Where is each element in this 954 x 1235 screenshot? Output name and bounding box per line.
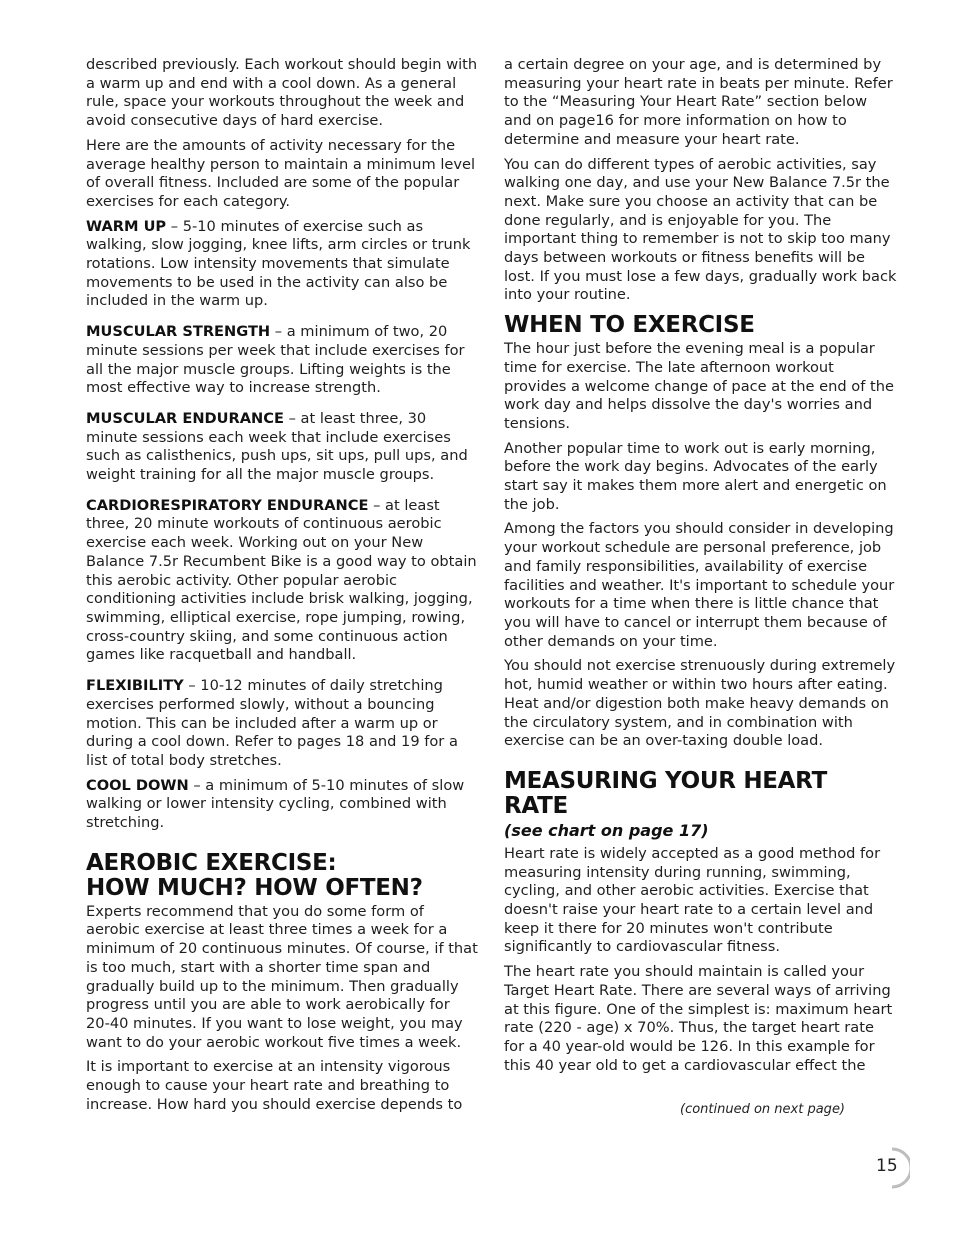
page-number: 15 (876, 1156, 898, 1176)
paragraph: It is important to exercise at an intensity vigorous enough to cause your heart rate and breathing to increase. How hard you should exercise depends to (86, 1058, 463, 1113)
cool-down-label: COOL DOWN (86, 776, 189, 794)
paragraph: Experts recommend that you do some form of aerobic exercise at least three times a week for a minimum of 20 continuous minutes. Of course, if that is too much, start with a shorter time span and gradually build up to the minimum. Then gradually progress until you are able to work aerobically for 20-40 minutes. If you want to lose weight, you may want to do your aerobic workout five times a week. (86, 902, 478, 1051)
warm-up-text: – 5-10 minutes of exercise such as walking, slow jogging, knee lifts, arm circles or trunk rotations. Low intensity movements that simulate movements to be used in the activity can also be included in the warm up. (86, 217, 471, 310)
cardio-text: – at least three, 20 minute workouts of continuous aerobic exercise each week. Working out on your New Balance 7.5r Recumbent Bike is a good way to obtain this aerobic activity. Other popular aerobic conditioning activities include brisk walking, jogging, swimming, elliptical exercise, rope jumping, rowing, cross-country skiing, and some continuous action games like racquetball and handball. (86, 496, 477, 664)
paragraph: Another popular time to work out is early morning, before the work day begins. Advocates of the early start say it makes them more alert and energetic on the job. (504, 439, 887, 513)
muscular-endurance-text: – at least three, 30 minute sessions each week that include exercises such as calisthenics, push ups, sit ups, pull ups, and weight training for all the major muscle groups. (86, 409, 468, 484)
cool-down-paragraph (86, 777, 478, 833)
aerobic-heading (86, 851, 478, 901)
paragraph: You should not exercise strenuously during extremely hot, humid weather or within two hours after eating. Heat and/or digestion both make heavy demands on the circulatory system, and in combination with exercise can be an over-taxing double load. (504, 657, 896, 750)
when-to-exercise-heading: WHEN TO EXERCISE (504, 312, 755, 339)
muscular-strength-paragraph (86, 323, 478, 398)
cardio-paragraph (86, 497, 478, 665)
muscular-strength-label: MUSCULAR STRENGTH (86, 323, 271, 341)
warm-up-paragraph (86, 218, 478, 312)
paragraph: a certain degree on your age, and is determined by measuring your heart rate in beats per minute. Refer to the “Measuring Your Heart Rate” section below and on page16 for more information on how to determine and measure your heart rate. (504, 56, 893, 148)
paragraph: The heart rate you should maintain is called your Target Heart Rate. There are several ways of arriving at this figure. One of the simplest is: maximum heart rate (220 - age) x 70%. Thus, the target heart rate for a 40 year-old would be 126. In this example for this 40 year old to get a cardiovascular effect the (504, 963, 893, 1074)
muscular-endurance-label: MUSCULAR ENDURANCE (86, 409, 284, 427)
right-column (504, 56, 898, 1081)
aerobic-heading-line2: HOW MUCH? HOW OFTEN? (86, 874, 423, 901)
paragraph: Heart rate is widely accepted as a good method for measuring intensity during running, swimming, cycling, and other aerobic activities. Exercise that doesn't raise your heart rate to a certain level and keep it there for 20 minutes won't contribute significantly to cardiovascular fitness. (504, 844, 881, 956)
aerobic-heading-line1: AEROBIC EXERCISE: (86, 849, 337, 876)
flexibility-text: – 10-12 minutes of daily stretching exercises performed slowly, without a bouncing motion. This can be included after a warm up or during a cool down. Refer to pages 18 and 19 for a list of total body stretches. (86, 677, 458, 769)
page-number-badge (866, 1146, 910, 1190)
paragraph: Here are the amounts of activity necessary for the average healthy person to maintain a minimum level of overall fitness. Included are some of the popular exercises for each category. (86, 136, 476, 210)
paragraph: You can do different types of aerobic activities, say walking one day, and use your New Balance 7.5r the next. Make sure you choose an activity that can be done regularly, and is enjoyable for you. The important thing to remember is not to skip too many days between workouts or fitness benefits will be lost. If you must lose a few days, gradually work back into your routine. (504, 155, 897, 304)
left-column (86, 56, 478, 1120)
muscular-strength-text: – a minimum of two, 20 minute sessions per week that include exercises for all the major muscle groups. Lifting weights is the most effective way to increase strength. (86, 323, 465, 397)
cardio-label: CARDIORESPIRATORY ENDURANCE (86, 496, 369, 514)
continued-note: (continued on next page) (680, 1102, 846, 1117)
paragraph: Among the factors you should consider in developing your workout schedule are personal preference, job and family responsibilities, availability of exercise facilities and weather. It's important to schedule your workouts for a time when there is little chance that you will have to cancel or interrupt them because of other demands on your time. (504, 520, 895, 650)
flexibility-paragraph (86, 677, 478, 771)
paragraph: described previously. Each workout should begin with a warm up and end with a cool down. As a general rule, space your workouts throughout the week and avoid consecutive days of hard exercise. (86, 56, 478, 130)
measuring-heart-rate-heading: MEASURING YOUR HEART RATE (504, 767, 827, 819)
flexibility-label: FLEXIBILITY (86, 677, 184, 695)
paragraph: The hour just before the evening meal is a popular time for exercise. The late afternoon workout provides a welcome change of pace at the end of the work day and helps dissolve the day's worries and tensions. (504, 340, 894, 432)
measuring-subheading: (see chart on page 17) (504, 820, 709, 840)
cool-down-text: – a minimum of 5-10 minutes of slow walking or lower intensity cycling, combined with stretching. (86, 776, 465, 832)
warm-up-label: WARM UP (86, 217, 167, 235)
muscular-endurance-paragraph (86, 410, 478, 485)
